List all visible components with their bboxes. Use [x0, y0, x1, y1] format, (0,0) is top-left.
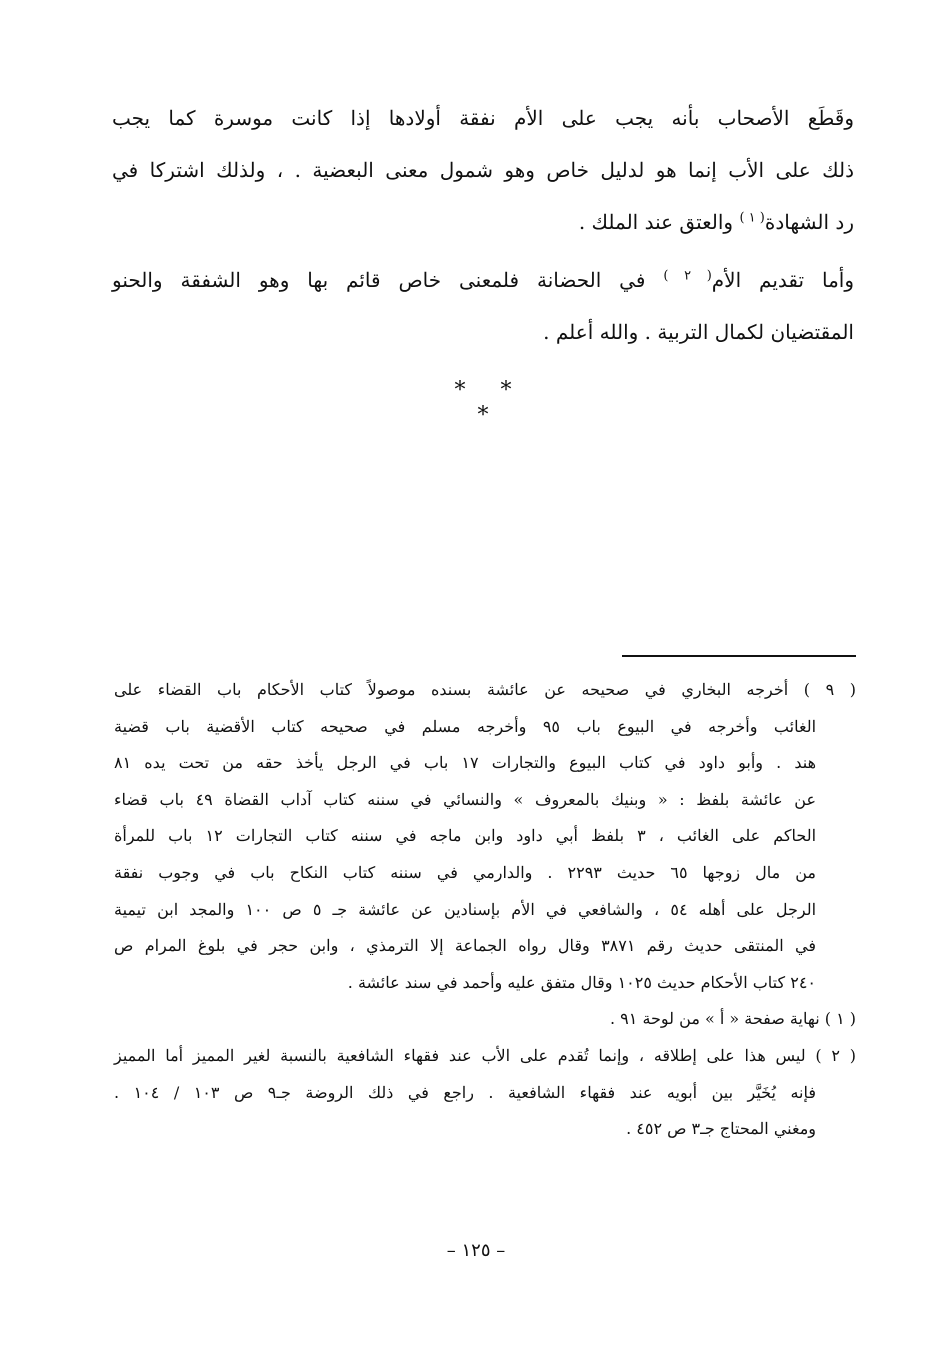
footnote-ref-2[interactable]: ( ٢ ) — [663, 268, 712, 284]
footnote-ref-1[interactable]: ( ١ ) — [739, 210, 765, 226]
footnote-9-line: الرجل على أهله ٥٤ ، والشافعي في الأم بإسنادين عن عائشة جـ ٥ ص ١٠٠ والمجد ابن تيمية — [114, 899, 817, 919]
footnote-9-line: ( ٩ ) أخرجه البخاري في صحيحه عن عائشة بسنده موصولاً كتاب الأحكام باب القضاء على — [114, 680, 856, 699]
footnote-2-line: ( ٢ ) ليس هذا على إطلاقه ، وإنما تُقدم على الأب عند فقهاء الشافعية بالنسبة لغير المميز أما المميز — [114, 1045, 857, 1065]
text-segment: والعتق عند الملك . — [578, 210, 734, 234]
footnote-9-line: الغائب وأخرجه في البيوع باب ٩٥ وأخرجه مسلم في صحيحه كتاب الأقضية باب قضية — [114, 716, 817, 736]
footnote-9-line: ٢٤٠ كتاب الأحكام حديث ١٠٢٥ وقال متفق عليه وأحمد في سند عائشة . — [347, 972, 816, 992]
text-line: المقتضيان لكمال التربية . والله أعلم . — [543, 320, 854, 344]
footnote-1: ( ١ ) نهاية صفحة « أ » من لوحة ٩١ . — [610, 1009, 856, 1029]
text-line — [112, 196, 854, 248]
text-segment: وأما تقديم الأم — [711, 268, 855, 292]
footnote-9-line: هند . وأبو داود في كتاب البيوع والتجارات ١٧ باب في الرجل يأخذ حقه من تحت يده ٨١ — [114, 753, 817, 773]
text-segment: رد الشهادة — [764, 210, 854, 234]
footnote-2-line: فإنه يُخَيَّر بين أبويه عند فقهاء الشافعية . راجع في ذلك الروضة جـ٩ ص ١٠٣ / ١٠٤ . — [114, 1082, 816, 1102]
text-line: وقَطَع الأصحاب بأنه يجب على الأم نفقة أولادها إذا كانت موسرة كما يجب — [112, 106, 854, 130]
footnote-2-line: ومغني المحتاج جـ٣ ص ٤٥٢ . — [626, 1119, 816, 1139]
footnote-9-line: في المنتقى حديث رقم ٣٨٧١ وقال رواه الجماعة إلا الترمذي ، وابن حجر في بلوغ المرام ص — [114, 936, 816, 956]
main-text — [112, 92, 854, 358]
text-line: ذلك على الأب إنما هو لدليل خاص وهو شمول معنى البعضية . ، ولذلك اشتركا في — [112, 158, 855, 182]
section-separator: * * * — [454, 378, 526, 428]
text-line — [112, 254, 854, 306]
footnote-9-line: من مال زوجها ٦٥ حديث ٢٢٩٣ . والدارمي في سننه كتاب النكاح باب في وجوب نفقة — [114, 862, 817, 882]
footnotes — [114, 672, 856, 1148]
footnote-rule — [622, 655, 856, 657]
page-number: – ١٢٥ – — [446, 1240, 506, 1261]
footnote-9-line: الحاكم على الغائب ، ٣ بلفظ أبي داود وابن ماجه في سننه كتاب التجارات ١٢ باب للمرأة — [114, 826, 817, 846]
text-segment: في الحضانة فلمعنى خاص قائم بها وهو الشفقة والحنو — [112, 268, 646, 292]
footnote-9-line: عن عائشة بلفظ : « وبنيك بالمعروف » والنسائي في سننه كتاب آداب القضاة ٤٩ باب قضاء — [114, 789, 817, 809]
